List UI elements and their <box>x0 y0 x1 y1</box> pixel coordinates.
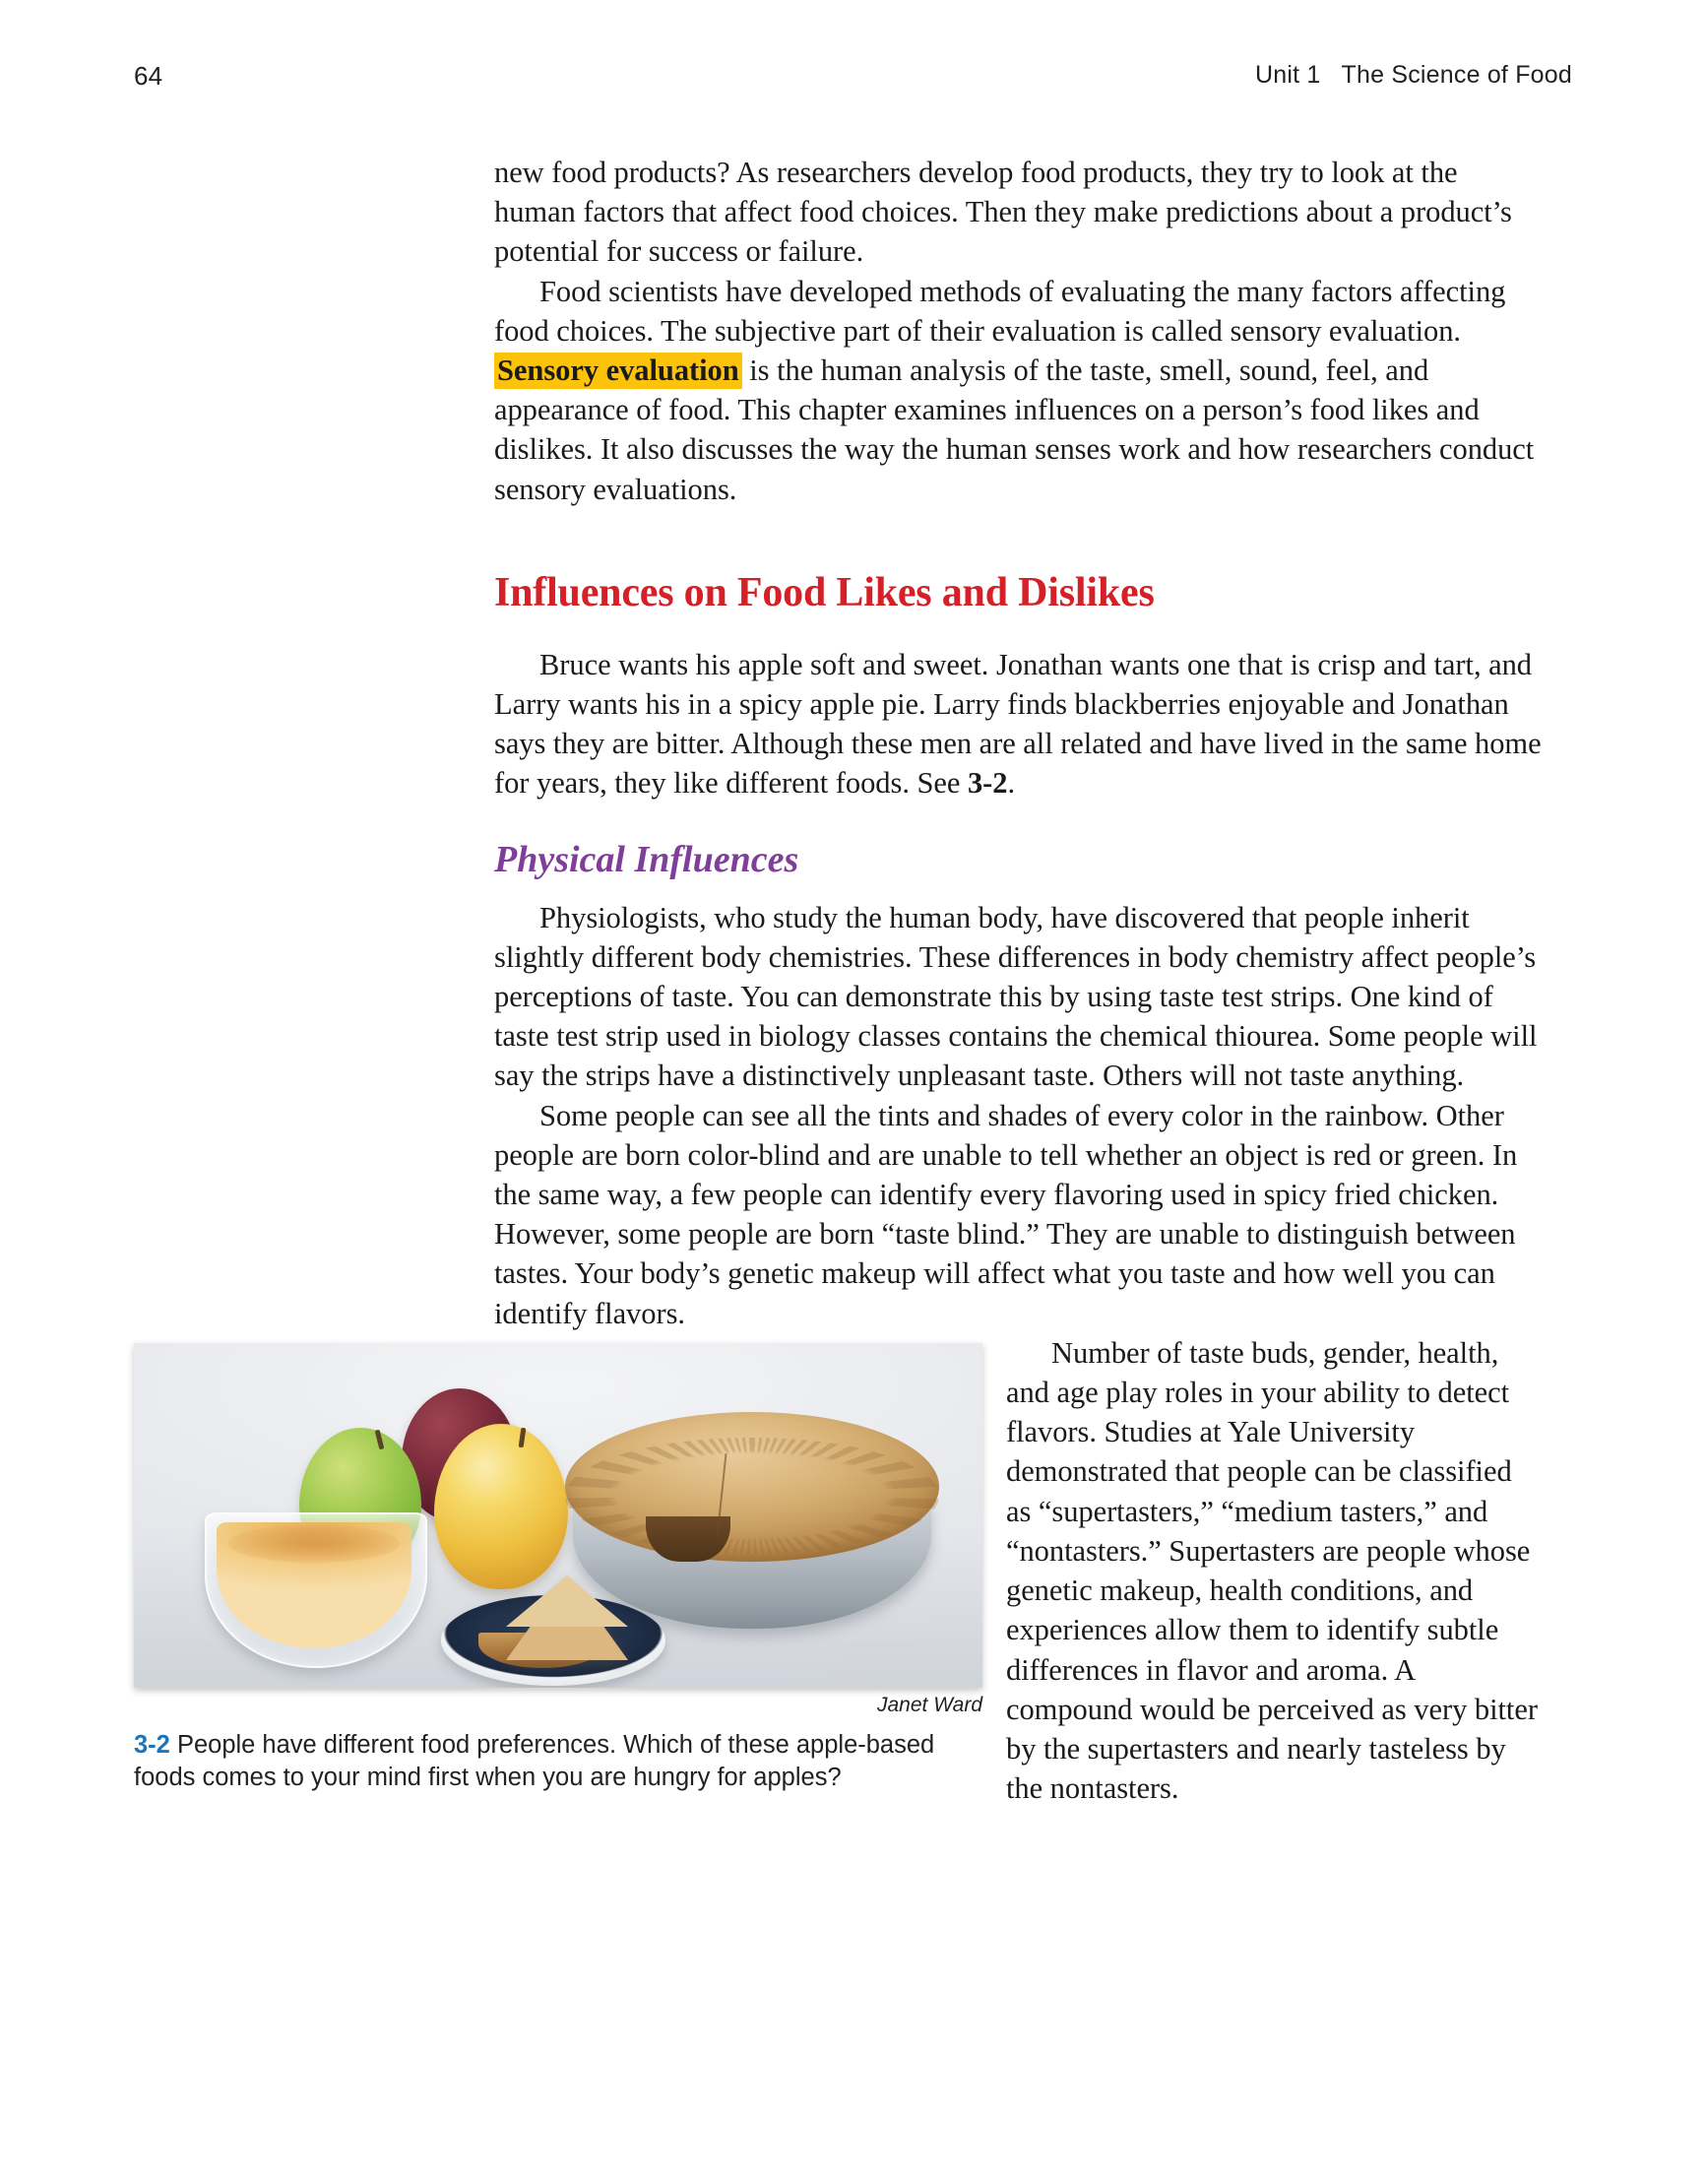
running-head <box>134 61 1572 96</box>
yellow-apple <box>434 1424 568 1589</box>
paragraph-food-preferences <box>494 645 1542 803</box>
spacer <box>494 882 1542 898</box>
paragraph-2-tail: is the human analysis of the taste, smell, sound, feel, and appearance of food. This chapter examines influences on a person’s food likes and dislikes. It also discusses the way the human senses work and how researchers conduct sensory evaluations. <box>494 353 1535 506</box>
figure-reference: 3-2 <box>967 766 1008 801</box>
figure-caption-number: 3-2 <box>134 1730 170 1759</box>
pie-slice-top-crust <box>506 1575 628 1627</box>
paragraph-2-lead: Food scientists have developed methods of evaluating the many factors affecting food choices. The subjective part of their evaluation is called sensory evaluation. <box>494 274 1506 348</box>
paragraph-3-lead: Bruce wants his apple soft and sweet. Jonathan wants one that is crisp and tart, and Larry wants his in a spicy apple pie. Larry finds blackberries enjoyable and Jonathan says they are bitter. Although these men are all related and have lived in the same home for years, they like different foods. See <box>494 647 1542 801</box>
paragraph-4-text: Physiologists, who study the human body, have discovered that people inherit slightly different body chemistries. These differences in body chemistry affect people’s perceptions of taste. You can demonstrate this by using taste test strips. One kind of taste test strip used in biology classes contains the chemical thiourea. Some people will say the strips have a distinctively unpleasant taste. Others will not taste anything. <box>494 900 1538 1093</box>
paragraph-sensory-evaluation <box>494 272 1542 509</box>
paragraph-tints-and-shades <box>494 1096 1542 1333</box>
subsection-heading: Physical Influences <box>494 838 799 880</box>
figure-3-2 <box>134 1343 982 1794</box>
body-text-column <box>134 153 1542 1808</box>
spacer <box>494 617 1542 645</box>
figure-caption <box>134 1729 982 1794</box>
paragraph-3-tail: . <box>1007 766 1016 801</box>
photo-credit: Janet Ward <box>877 1693 982 1716</box>
spacer <box>494 509 1542 568</box>
paragraph-continuation <box>494 153 1542 272</box>
figure-caption-text: People have different food preferences. Which of these apple-based foods comes to your mind first when you are hungry for apples? <box>134 1730 935 1791</box>
paragraph-1-text: new food products? As researchers develop food products, they try to look at the human factors that affect food choices. Then they make predictions about a product’s potential for success or failure. <box>494 156 1512 269</box>
key-term-highlight: Sensory evaluation <box>494 353 742 389</box>
paragraph-5-text: Some people can see all the tints and shades of every color in the rainbow. Other people are born color-blind and are unable to tell whether an object is red or green. In the same way, a few people can identify every flavoring used in spicy fried chicken. However, some people are born “taste blind.” They are unable to distinguish between tastes. Your body’s genetic makeup will affect what you taste and how well you can identify flavors. <box>494 1098 1518 1330</box>
running-head-title: Unit 1 The Science of Food <box>1255 61 1572 89</box>
page-number: 64 <box>134 61 163 91</box>
figure-photo <box>134 1343 982 1688</box>
paragraph-physiologists <box>494 898 1542 1096</box>
pie-crust-crimp <box>565 1438 939 1554</box>
paragraph-6-text: Number of taste buds, gender, health, and age play roles in your ability to detect flavors. Studies at Yale University demonstrated that people can be classified as “supertasters,” “medium tasters,” and “nontasters.” Supertasters are people whose genetic makeup, health conditions, and experiences allow them to identify subtle differences in flavor and aroma. A compound would be perceived as very bitter by the supertasters and nearly tasteless by the nontasters. <box>1006 1335 1538 1806</box>
section-heading: Influences on Food Likes and Dislikes <box>494 569 1155 615</box>
spacer <box>494 803 1542 837</box>
